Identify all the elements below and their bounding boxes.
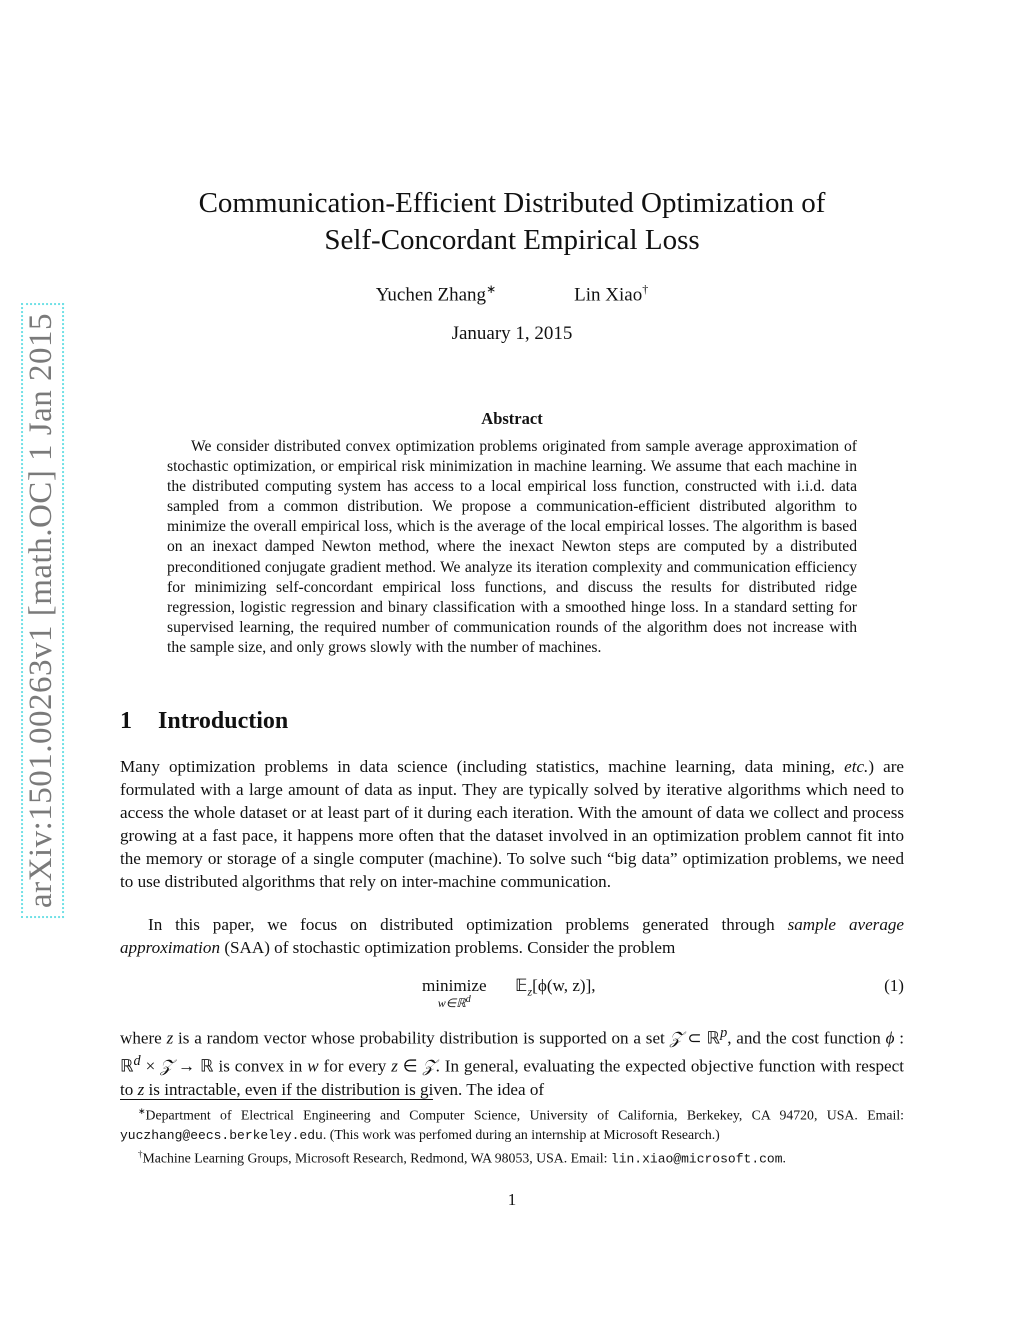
equation-expectation-sub: z: [527, 984, 533, 999]
intro-paragraph-2: [120, 913, 904, 959]
equation-subscript-sup: d: [465, 994, 471, 1005]
footnote-2-after: .: [782, 1150, 786, 1166]
abstract-text: We consider distributed convex optimization problems originated from sample average approximation of stochastic optimization, or empirical risk minimization in machine learning. We assume that each machine in the distributed computing system has access to a local empirical loss function, constructed with i.i.d. data sampled from a common distribution. We propose a communication-efficient distributed algorithm to minimize the overall empirical loss, which is the average of the local empirical losses. The algorithm is based on an inexact damped Newton method, where the inexact Newton steps are computed by a distributed preconditioned conjugate gradient method. We analyze its iteration complexity and communication efficiency for minimizing self-concordant empirical loss functions, and discuss the results for distributed ridge regression, logistic regression and binary classification with a smoothed hinge loss. In a standard setting for supervised learning, the required number of communication rounds of the algorithm does not increase with the sample size, and only grows slowly with the number of machines.: [167, 438, 857, 656]
intro-p1-etc: etc.: [844, 757, 869, 776]
footnote-divider: [120, 1099, 433, 1100]
footnote-1-mark: ∗: [138, 1106, 146, 1116]
section-title: Introduction: [158, 708, 289, 734]
intro-p2-emphasis: sample average approximation: [120, 915, 904, 958]
footnote-2-email[interactable]: lin.xiao@microsoft.com: [610, 1151, 783, 1167]
author-2: [574, 282, 648, 306]
footnote-1-after: . (This work was perfomed during an internship at Microsoft Research.): [322, 1126, 720, 1142]
author-1-name: Yuchen Zhang: [375, 284, 487, 306]
author-2-name: Lin Xiao: [574, 284, 643, 306]
equation-expectation: 𝔼: [515, 976, 528, 995]
publication-date: January 1, 2015: [451, 323, 573, 344]
footnote-2: [120, 1145, 904, 1169]
intro-p3-part-b: is a random vector whose probability distribution is supported on a set: [178, 1028, 665, 1048]
footnote-2-text: Machine Learning Groups, Microsoft Research, Redmond, WA 98053, USA. Email:: [142, 1150, 608, 1166]
equation-operator: [422, 976, 487, 1011]
intro-p3-part-e: for every: [323, 1056, 387, 1076]
equation-number: (1): [884, 976, 904, 995]
author-list: [120, 282, 904, 306]
paper-title: [120, 185, 904, 259]
section-number: 1: [120, 708, 132, 734]
footnote-2-mark: †: [138, 1148, 143, 1159]
footnotes: [120, 1102, 904, 1168]
intro-p3-part-f: . In general, evaluating the expected objective function with respect to: [120, 1056, 904, 1099]
intro-p3-part-c: , and the cost function: [727, 1028, 881, 1048]
intro-p2-rest: (SAA) of stochastic optimization problems. Consider the problem: [224, 938, 676, 958]
page-number: 1: [507, 1190, 517, 1209]
intro-p1-start: Many optimization problems in data science (including statistics, machine learning, data mining,: [120, 757, 835, 776]
author-1: [376, 282, 496, 306]
equation-expression: [515, 976, 596, 999]
section-heading-introduction: [120, 708, 288, 735]
arxiv-identifier-stamp: [23, 300, 60, 920]
footnote-1-email[interactable]: yuczhang@eecs.berkeley.edu: [120, 1127, 323, 1143]
intro-p2-start: In this paper, we focus on distributed optimization problems generated through: [148, 915, 775, 934]
intro-p3-part-a: where: [120, 1028, 162, 1048]
footnote-1: [120, 1102, 904, 1145]
equation-subscript: [422, 994, 487, 1011]
intro-p3-part-g: is intractable, even if the distribution is given. The idea of: [148, 1079, 545, 1099]
author-1-footnote-mark: ∗: [486, 282, 497, 296]
intro-paragraph-1: [120, 755, 904, 894]
equation-1: [120, 976, 904, 1016]
intro-p1-rest: ) are formulated with a large amount of data as input. They are typically solved by iterative algorithms which need to access the whole dataset or at least part of it during each iteration. With the amount of data we collect and process growing at a fast pace, it happens more often that the dataset involved in an optimization problem cannot fit into the memory or storage of a single computer (machine). To solve such “big data” optimization problems, we need to use distributed algorithms that rely on inter-machine communication.: [120, 757, 904, 892]
intro-paragraph-3: where z is a random vector whose probability distribution is supported on a set 𝒵 ⊂ ℝ$^p$, and the cost function ϕ : ℝ$^d$ × 𝒵 → ℝ is convex in w for every z ∈ 𝒵. In general, evaluating the expected objective function with respect to z is intractable, even if the distribution is given. The idea of: [120, 1025, 905, 1099]
equation-subscript-text: w∈ℝ: [437, 996, 466, 1010]
intro-p3-part-d: is convex in: [218, 1056, 303, 1076]
arxiv-identifier-text: arXiv:1501.00263v1 [math.OC] 1 Jan 2015: [22, 302, 65, 917]
title-line-2: Self-Concordant Empirical Loss: [324, 224, 700, 256]
paper-page: [120, 0, 904, 1325]
title-line-1: Communication-Efficient Distributed Optimization of: [198, 187, 826, 219]
equation-body: [ϕ(w, z)],: [532, 976, 596, 995]
equation-operator-text: minimize: [422, 976, 487, 995]
author-2-footnote-mark: †: [642, 282, 649, 296]
footnote-1-text: Department of Electrical Engineering and Computer Science, University of California, Berkekey, CA 94720, USA. Email:: [145, 1107, 904, 1123]
abstract-heading: Abstract: [481, 409, 543, 428]
